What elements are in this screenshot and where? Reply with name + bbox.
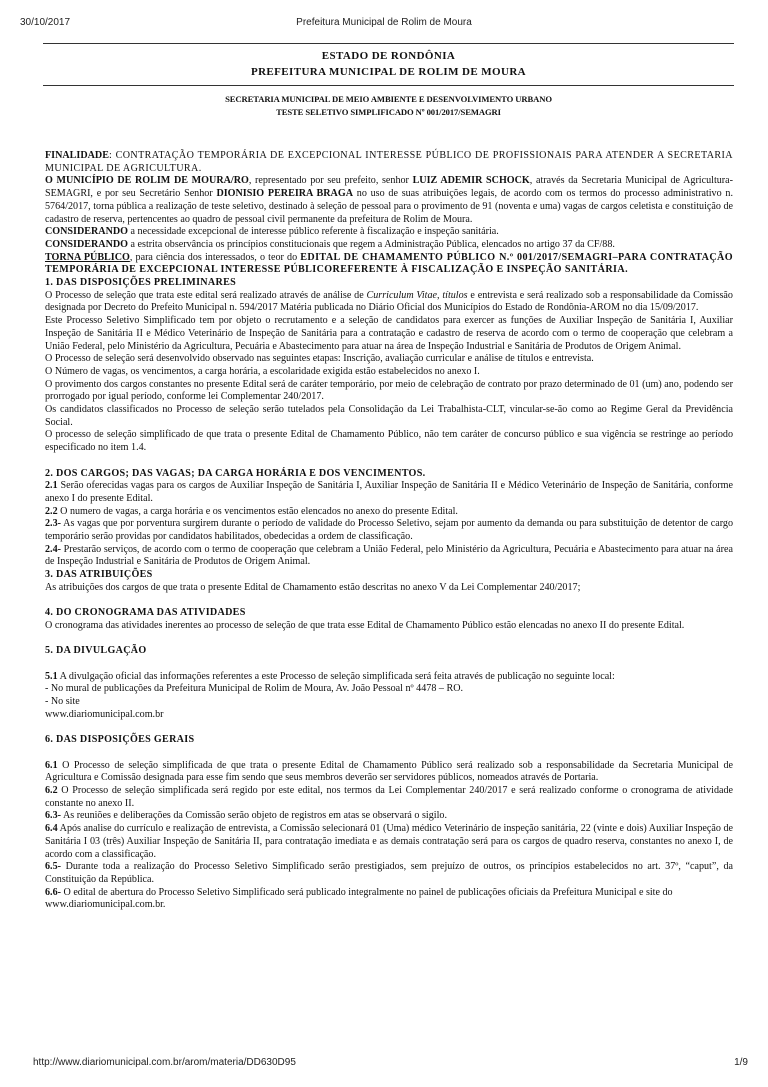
section-1-paragraph xyxy=(45,290,733,315)
section-1-paragraph: O Número de vagas, os vencimentos, a carga horária, a escolaridade exigida estão estabelecidos no anexo I. xyxy=(45,365,480,377)
clause-6-5 xyxy=(45,861,733,886)
clause-text: O numero de vagas, a carga horária e os vencimentos estão elencados no anexo do presente Edital. xyxy=(57,505,458,517)
clause-text: O Processo de seleção simplificada de que trata o presente Edital de Chamamento Público será realizado sob a responsabilidade da Secretaria Municipal de Agricultura e Comissão designada para esse fim sendo que seus membros deverão ser servidores públicos, nomeados através de Portaria. xyxy=(45,759,733,784)
clause-number: 6.4 xyxy=(45,823,58,835)
clause-6-1 xyxy=(45,760,733,785)
clause-2-2 xyxy=(45,506,733,519)
section-1-paragraph: O provimento dos cargos constantes no presente Edital será de caráter temporário, por meio de celebração de contrato por prazo determinado de 01 (um) ano, podendo ser prorrogado por igual período, conforme lei Complementar 240/2017. xyxy=(45,378,733,403)
document-heading xyxy=(43,43,734,86)
clause-number: 2.4- xyxy=(45,543,61,555)
italic-text: Curriculum Vitae, títulos xyxy=(366,289,468,301)
clause-number: 2.3- xyxy=(45,518,61,530)
torna-publico-paragraph xyxy=(45,252,733,277)
clause-text: As vagas que por porventura surgirem durante o período de validade do Processo Seletivo, sejam por aumento da demanda ou para substituição de detentor de cargo temporário serão providas por candidatos habilitados, obedecidas a ordem de classificação. xyxy=(45,518,733,543)
clause-text: As reuniões e deliberações da Comissão serão objeto de registros em atas se observará o sigilo. xyxy=(60,810,447,822)
clause-number: 6.1 xyxy=(45,759,58,771)
section-3-title: 3. DAS ATRIBUIÇÕES xyxy=(45,569,153,581)
text: e entrevista e será realizado sob a responsabilidade da Comissão designada por Decreto do Prefeito Municipal n. 594/2017 Matéria publicada no Diário Oficial dos Municípios do Estado de Rondônia-AROM no dia 15/09/2017. xyxy=(45,289,733,314)
finalidade-text: : CONTRATAÇÃO TEMPORÁRIA DE EXCEPCIONAL INTERESSE PÚBLICO DE PROFISSIONAIS PARA ATENDER A SECRETARIA MUNICIPAL DE AGRICULTURA. xyxy=(45,150,733,174)
section-1-title: 1. DAS DISPOSIÇÕES PRELIMINARES xyxy=(45,277,237,289)
print-title: Prefeitura Municipal de Rolim de Moura xyxy=(296,17,472,28)
considerando-label: CONSIDERANDO xyxy=(45,238,129,250)
clause-text: O edital de abertura do Processo Seletivo Simplificado será publicado integralmente no painel de publicações oficiais da Prefeitura Municipal e site do xyxy=(60,886,673,898)
clause-number: 6.6- xyxy=(45,886,61,898)
print-page-number: 1/9 xyxy=(734,1057,748,1068)
secretario-name: DIONISIO PEREIRA BRAGA xyxy=(216,188,353,200)
municipio-text-1: , representado por seu prefeito, senhor xyxy=(248,175,413,187)
clause-6-6 xyxy=(45,887,733,900)
state-name: ESTADO DE RONDÔNIA xyxy=(321,50,456,62)
clause-number: 2.2 xyxy=(45,505,58,517)
clause-5-1 xyxy=(45,671,733,684)
clause-6-4 xyxy=(45,823,733,861)
print-date: 30/10/2017 xyxy=(20,17,71,28)
text: O Processo de seleção que trata este edital será realizado através de análise de xyxy=(45,289,367,301)
municipio-text-2: , através da Secretaria Municipal de Agricultura-SEMAGRI, e por seu Secretário Senhor xyxy=(45,175,734,200)
site-address: www.diariomunicipal.com.br xyxy=(45,708,164,720)
clause-2-1 xyxy=(45,480,733,505)
clause-text: A divulgação oficial das informações referentes a este Processo de seleção simplificada será feita através de publicação no seguinte local: xyxy=(57,670,615,682)
clause-6-3 xyxy=(45,810,733,823)
section-6-title: 6. DAS DISPOSIÇÕES GERAIS xyxy=(45,734,195,746)
section-5-title: 5. DA DIVULGAÇÃO xyxy=(45,645,147,657)
edital-number: TESTE SELETIVO SIMPLIFICADO Nº 001/2017/SEMAGRI xyxy=(276,107,501,117)
considerando-text: a estrita observância os princípios constitucionais que regem a Administração Pública, elencados no artigo 37 da CF/88. xyxy=(128,238,615,250)
edital-title: EDITAL DE CHAMAMENTO PÚBLICO N.º 001/2017/SEMAGRI–PARA CONTRATAÇÃO TEMPORÁRIA DE EXCEPCIONAL INTERESSE PÚBLICOREFERENTE À FISCALIZAÇÃO E INSPEÇÃO SANITÁRIA. xyxy=(45,251,733,276)
clause-number: 5.1 xyxy=(45,670,58,682)
torna-publico-text: , para ciência dos interessados, o teor do xyxy=(129,251,301,263)
section-1-paragraph: O processo de seleção simplificado de que trata o presente Edital de Chamamento Público, não tem caráter de concurso público e sua vigência se restringe ao período especificado no item 1.4. xyxy=(45,429,733,454)
browser-print-footer xyxy=(33,1057,748,1071)
considerando-1 xyxy=(45,226,733,239)
clause-text: Serão oferecidas vagas para os cargos de Auxiliar Inspeção de Sanitária I, Auxiliar Inspeção de Sanitária II e Médico Veterinário de Inspeção de Sanitária, conforme anexo I do presente Edital. xyxy=(45,480,733,504)
prefeito-name: LUIZ ADEMIR SCHOCK xyxy=(412,175,530,187)
considerando-text: a necessidade excepcional de interesse público referente à fiscalização e inspeção sanitária. xyxy=(128,226,499,238)
municipio-paragraph xyxy=(45,175,733,226)
secretariat-name: SECRETARIA MUNICIPAL DE MEIO AMBIENTE E DESENVOLVIMENTO URBANO xyxy=(225,94,552,104)
section-4-text: O cronograma das atividades inerentes ao processo de seleção de que trata esse Edital de Chamamento Público estão elencadas no anexo II do presente Edital. xyxy=(45,619,685,631)
section-1-paragraph: O Processo de seleção será desenvolvido observado nas seguintes etapas: Inscrição, avaliação curricular e análise de títulos e entrevista. xyxy=(45,353,594,365)
clause-number: 2.1 xyxy=(45,480,58,492)
clause-text: Durante toda a realização do Processo Seletivo Simplificado serão prestigiados, sem prejuízo de outros, os princípios estabelecidos no art. 37º, “caput”, da Constituição da República. xyxy=(45,861,733,885)
clause-text: Após analise do currículo e realização de entrevista, a Comissão selecionará 01 (Uma) médico Veterinário de inspeção sanitária, 22 (vinte e dois) Auxiliar Inspeção de Sanitária I 03 (três) Auxiliar Inspeção de Sanitária II, para contratação imediata e as demais contratação será para os cargos de quadro reserva, constantes no anexo I, de acordo com a classificação. xyxy=(45,823,733,860)
city-hall-name: PREFEITURA MUNICIPAL DE ROLIM DE MOURA xyxy=(250,66,527,78)
clause-number: 6.2 xyxy=(45,785,58,797)
section-1-paragraph: Os candidatos classificados no Processo de seleção serão tutelados pela Consolidação da Lei Trabalhista-CLT, vincular-se-ão como ao Regime Geral da Previdência Social. xyxy=(45,404,733,428)
clause-2-3 xyxy=(45,518,733,543)
considerando-2 xyxy=(45,239,733,252)
clause-text: O Processo de seleção simplificada será regido por este edital, nos termos da Lei Complementar 240/2017 e será realizado conforme o cronograma de atividade constante no anexo II. xyxy=(45,785,733,809)
document-body xyxy=(45,150,733,912)
clause-text: Prestarão serviços, de acordo com o termo de cooperação que celebram a União Federal, pelo Ministério da Agricultura, Pecuária e Abastecimento para atuar na área de Inspeção Industrial e Sanitária de Produtos de Origem Animal. xyxy=(45,543,733,568)
print-url: http://www.diariomunicipal.com.br/arom/materia/DD630D95 xyxy=(33,1057,296,1068)
section-4-title: 4. DO CRONOGRAMA DAS ATIVIDADES xyxy=(45,607,246,619)
section-1-paragraph: Este Processo Seletivo Simplificado tem por objeto o recrutamento e a seleção de candidatos para exercer as funções de Auxiliar Inspeção de Sanitária I, Auxiliar Inspeção de Sanitária II e Médico Veterinário de Inspeção de Sanitária para a contratação e cadastro de reserva de acordo com o termo de cooperação que celebram a União Federal, pelo Ministério da Agricultura, Pecuária e Abastecimento para atuar na área de Inspeção Industrial e Sanitária de Produtos de Origem Animal. xyxy=(45,315,733,352)
municipio-text-3: no uso de suas atribuições legais, de acordo com os termos do processo administrativo n. 5764/2017, torna pública a realização de teste seletivo, destinado à seleção de pessoal para o provimento de 91 (noventa e uma) vagas de cargos celetista e constituição de cadastro de reserva, pertencentes ao quadro de pessoal civil permanente da prefeitura de Rolim de Moura. xyxy=(45,188,733,225)
site-address: www.diariomunicipal.com.br. xyxy=(45,899,166,911)
considerando-label: CONSIDERANDO xyxy=(45,226,129,238)
finalidade-label: FINALIDADE xyxy=(45,150,109,161)
section-3-text: As atribuições dos cargos de que trata o presente Edital de Chamamento estão descritas no anexo V da Lei Complementar 240/2017; xyxy=(45,581,581,593)
publication-place-mural: - No mural de publicações da Prefeitura Municipal de Rolim de Moura, Av. João Pessoal nº 4478 – RO. xyxy=(45,683,464,695)
browser-print-header xyxy=(20,17,748,31)
publication-place-site: - No site xyxy=(45,696,80,708)
torna-publico-label: TORNA PÚBLICO xyxy=(45,251,130,263)
clause-number: 6.3- xyxy=(45,810,61,822)
document-subheading xyxy=(43,93,734,119)
clause-2-4 xyxy=(45,544,733,569)
municipio-label: O MUNICÍPIO DE ROLIM DE MOURA/RO xyxy=(45,175,249,187)
clause-number: 6.5- xyxy=(45,861,61,873)
finalidade-paragraph xyxy=(45,150,733,175)
section-2-title: 2. DOS CARGOS; DAS VAGAS; DA CARGA HORÁRIA E DOS VENCIMENTOS. xyxy=(45,467,426,479)
clause-6-2 xyxy=(45,785,733,810)
